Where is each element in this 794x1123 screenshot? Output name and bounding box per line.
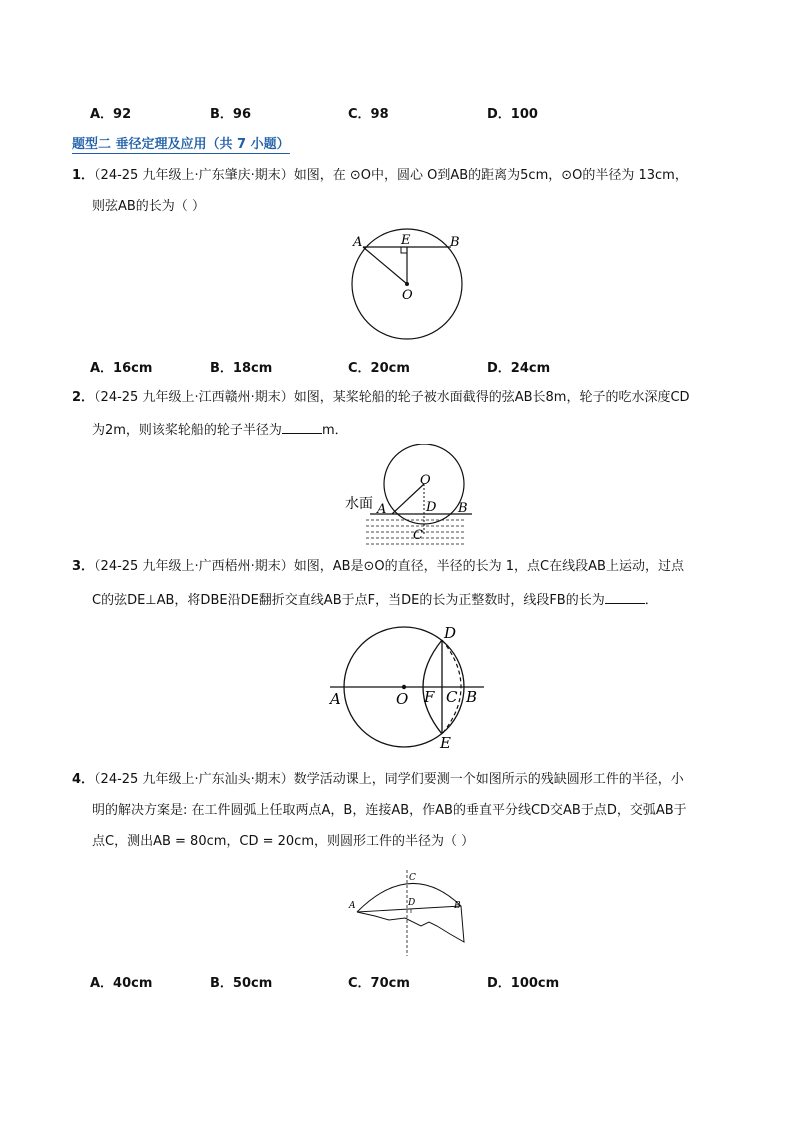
q3-number: 3． bbox=[72, 559, 95, 574]
q1-number: 1． bbox=[72, 168, 95, 183]
q1-label-a: A bbox=[353, 235, 363, 250]
q4-label-d: D bbox=[408, 898, 416, 908]
section-title: 题型二 垂径定理及应用（共 7 小题） bbox=[72, 133, 290, 154]
q1-option-d: D．24cm bbox=[487, 361, 551, 376]
q4-line2: 明的解决方案是: 在工件圆弧上任取两点A，B，连接AB，作AB的垂直平分线CD交AB于点D，交弧AB于 bbox=[92, 803, 687, 818]
q4-text-1: （24-25 九年级上·广东汕头·期末）数学活动课上，同学们要测一个如图所示的残缺圆形工件的半径，小 bbox=[94, 772, 684, 787]
q1-label-b: B bbox=[450, 235, 460, 250]
q1-center-dot bbox=[405, 282, 409, 286]
q1-option-a: A．16cm bbox=[90, 361, 153, 376]
q1-label-o: O bbox=[402, 288, 413, 303]
top-option-d: D．100 bbox=[487, 107, 538, 122]
q3-text-2b: ． bbox=[644, 593, 658, 608]
q3-text-1: （24-25 九年级上·广西梧州·期末）如图，AB是⊙O的直径，半径的长为 1，点C在线段AB上运动，过点 bbox=[94, 559, 684, 574]
q4-label-a: A bbox=[349, 901, 356, 911]
q2-figure bbox=[340, 444, 480, 550]
q2-radius-oa bbox=[392, 484, 424, 514]
q2-answer-blank[interactable] bbox=[282, 421, 322, 434]
q1-line1 bbox=[72, 167, 688, 185]
q2-label-d: D bbox=[426, 500, 437, 515]
q2-line2 bbox=[92, 421, 348, 440]
q2-label-c: C bbox=[413, 528, 423, 543]
q3-label-e: E bbox=[440, 734, 451, 752]
q3-label-o: O bbox=[396, 690, 409, 708]
q4-number: 4． bbox=[72, 772, 95, 787]
q3-figure bbox=[326, 620, 491, 752]
q4-line3: 点C，测出AB = 80cm，CD = 20cm，则圆形工件的半径为（ ） bbox=[92, 834, 475, 849]
q1-figure bbox=[340, 228, 470, 348]
q4-right-angle-mark bbox=[407, 909, 411, 913]
top-option-b: B．96 bbox=[210, 107, 251, 122]
q4-option-b: B．50cm bbox=[210, 976, 273, 991]
q4-option-a: A．40cm bbox=[90, 976, 153, 991]
q3-line2 bbox=[92, 591, 658, 610]
q1-text-1: （24-25 九年级上·广东肇庆·期末）如图，在 ⊙O中，圆心 O到AB的距离为5cm，⊙O的半径为 13cm， bbox=[94, 168, 688, 183]
q3-label-f: F bbox=[424, 688, 435, 706]
q4-option-c: C．70cm bbox=[348, 976, 410, 991]
q2-label-o: O bbox=[420, 473, 431, 488]
q3-center-dot bbox=[402, 685, 406, 689]
q2-number: 2． bbox=[72, 390, 95, 405]
top-option-c: C．98 bbox=[348, 107, 389, 122]
q4-label-c: C bbox=[409, 873, 416, 883]
q1-option-c: C．20cm bbox=[348, 361, 410, 376]
q3-answer-blank[interactable] bbox=[605, 591, 645, 604]
q2-label-a: A bbox=[377, 502, 387, 517]
q4-label-b: B bbox=[454, 901, 461, 911]
q2-text-2a: 为2m，则该桨轮船的轮子半径为 bbox=[92, 423, 282, 438]
q3-label-a: A bbox=[330, 690, 341, 708]
q1-option-b: B．18cm bbox=[210, 361, 273, 376]
q2-text-2b: m． bbox=[321, 423, 348, 438]
q3-text-2a: C的弦DE⊥AB，将DBE沿DE翻折交直线AB于点F，当DE的长为正整数时，线段FB的长为 bbox=[92, 593, 605, 608]
q3-label-d: D bbox=[444, 624, 457, 642]
q3-label-b: B bbox=[466, 688, 478, 706]
q1-label-e: E bbox=[401, 233, 411, 248]
q3-label-c: C bbox=[446, 688, 458, 706]
q4-broken-workpiece bbox=[357, 883, 464, 942]
q3-line1 bbox=[72, 558, 684, 576]
q2-label-water: 水面 bbox=[345, 496, 373, 512]
q1-segment-oa bbox=[363, 247, 407, 284]
q2-line1 bbox=[72, 389, 690, 407]
q2-text-1: （24-25 九年级上·江西赣州·期末）如图，某桨轮船的轮子被水面截得的弦AB长8m，轮子的吃水深度CD bbox=[94, 390, 690, 405]
q4-line1 bbox=[72, 771, 684, 789]
q4-option-d: D．100cm bbox=[487, 976, 560, 991]
top-option-a: A．92 bbox=[90, 107, 132, 122]
q2-label-b: B bbox=[458, 501, 468, 516]
q1-line2: 则弦AB的长为（ ） bbox=[92, 199, 205, 214]
q4-figure bbox=[345, 866, 470, 958]
